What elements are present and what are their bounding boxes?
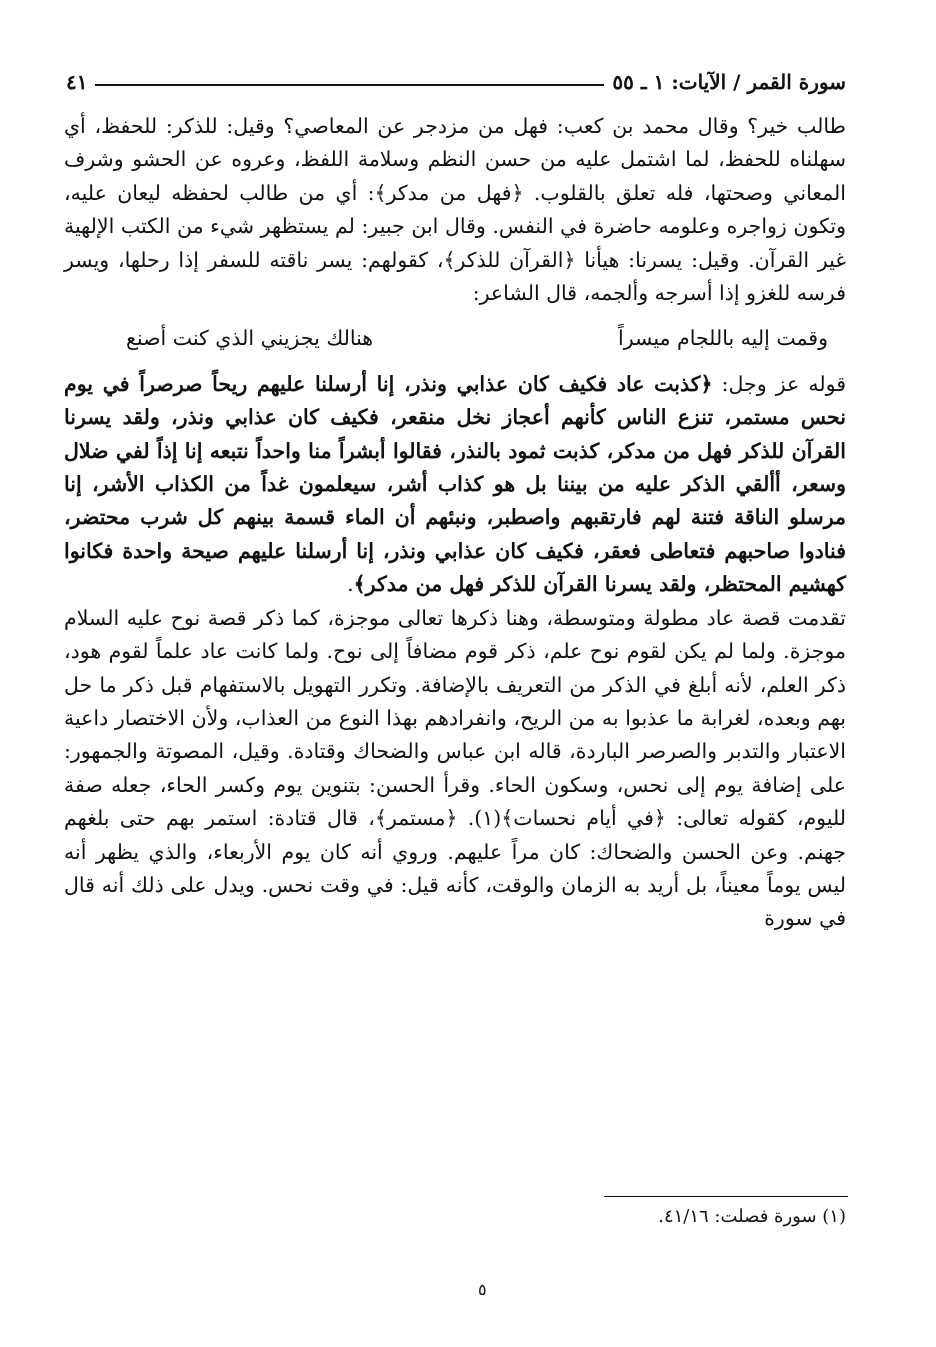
page-signature-mark: ٥ xyxy=(478,1280,487,1299)
poetry-verse xyxy=(64,322,846,355)
footnote-rule xyxy=(604,1196,848,1197)
paragraph-commentary-2: تقدمت قصة عاد مطولة ومتوسطة، وهنا ذكرها تعالى موجزة، كما ذكر قصة نوح عليه السلام موجزة. ولما لم يكن لقوم نوح علم، ذكر قوم مضافاً إلى نوح. ولما كانت عاد علماً لقوم هود، ذكر العلم، لأنه أبلغ في الذكر من التعريف بالإضافة. وتكرر التهويل بالاستفهام قبل ذكر ما حل بهم وبعده، لغرابة ما عذبوا به من الريح، وانفرادهم بهذا النوع من العذاب، ولأن الاختصار داعية الاعتبار والتدبر والصرصر الباردة، قاله ابن عباس والضحاك وقتادة. وقيل، المصوتة والجمهور: على إضافة يوم إلى نحس، وسكون الحاء. وقرأ الحسن: بتنوين يوم وكسر الحاء، جعله صفة لليوم، كقوله تعالى: ﴿في أيام نحسات﴾(١). ﴿مستمر﴾، قال قتادة: استمر بهم حتى بلغهم جهنم. وعن الحسن والضحاك: كان مراً عليهم. وروي أنه كان يوم الأربعاء، والذي يظهر أنه ليس يوماً معيناً، بل أريد به الزمان والوقت، كأنه قيل: في وقت نحس. ويدل على ذلك أنه قال في سورة xyxy=(64,605,846,931)
running-header xyxy=(66,60,846,94)
quran-end-mark: . xyxy=(347,572,354,597)
verse-second-hemistich: هنالك يجزيني الذي كنت أصنع xyxy=(126,326,374,351)
page-number: ٤١ xyxy=(66,70,88,94)
header-rule xyxy=(95,84,604,86)
main-text xyxy=(64,110,846,936)
verse-first-hemistich: وقمت إليه باللجام ميسراً xyxy=(618,326,828,351)
footnote: (١) سورة فصلت: ٤١/١٦. xyxy=(658,1206,846,1227)
quran-verses: ﴿كذبت عاد فكيف كان عذابي ونذر، إنا أرسلنا عليهم ريحاً صرصراً في يوم نحس مستمر، تنزع الناس كأنهم أعجاز نخل منقعر، فكيف كان عذابي ونذر، ولقد يسرنا القرآن للذكر فهل من مدكر، كذبت ثمود بالنذر، فقالوا أبشراً منا واحداً نتبعه إنا إذاً لفي ضلال وسعر، أألقي الذكر عليه من بيننا بل هو كذاب أشر، سيعلمون غداً من الكذاب الأشر، إنا مرسلو الناقة فتنة لهم فارتقبهم واصطبر، ونبئهم أن الماء قسمة بينهم كل شرب محتضر، فنادوا صاحبهم فتعاطى فعقر، فكيف كان عذابي ونذر، إنا أرسلنا عليهم صيحة واحدة فكانوا كهشيم المحتظر، ولقد يسرنا القرآن للذكر فهل من مدكر﴾ xyxy=(64,371,846,597)
paragraph-quran-passage xyxy=(64,368,846,602)
quran-intro: قوله عز وجل: xyxy=(712,371,846,396)
paragraph-commentary-1: طالب خير؟ وقال محمد بن كعب: فهل من مزدجر عن المعاصي؟ وقيل: للذكر: للحفظ، أي سهلناه للحفظ، لما اشتمل عليه من حسن النظم وسلامة اللفظ، وعروه عن الحشو وشرف المعاني وصحتها، فله تعلق بالقلوب. ﴿فهل من مدكر﴾: أي من طالب لحفظه ليعان عليه، وتكون زواجره وعلومه حاضرة في النفس. وقال ابن جبير: لم يستظهر شيء من الكتب الإلهية غير القرآن. وقيل: يسرنا: هيأنا ﴿القرآن للذكر﴾، كقولهم: يسر ناقته للسفر إذا رحلها، ويسر فرسه للغزو إذا أسرجه وألجمه، قال الشاعر: xyxy=(64,114,846,306)
surah-title: سورة القمر / الآيات: ١ ـ ٥٥ xyxy=(612,70,846,94)
